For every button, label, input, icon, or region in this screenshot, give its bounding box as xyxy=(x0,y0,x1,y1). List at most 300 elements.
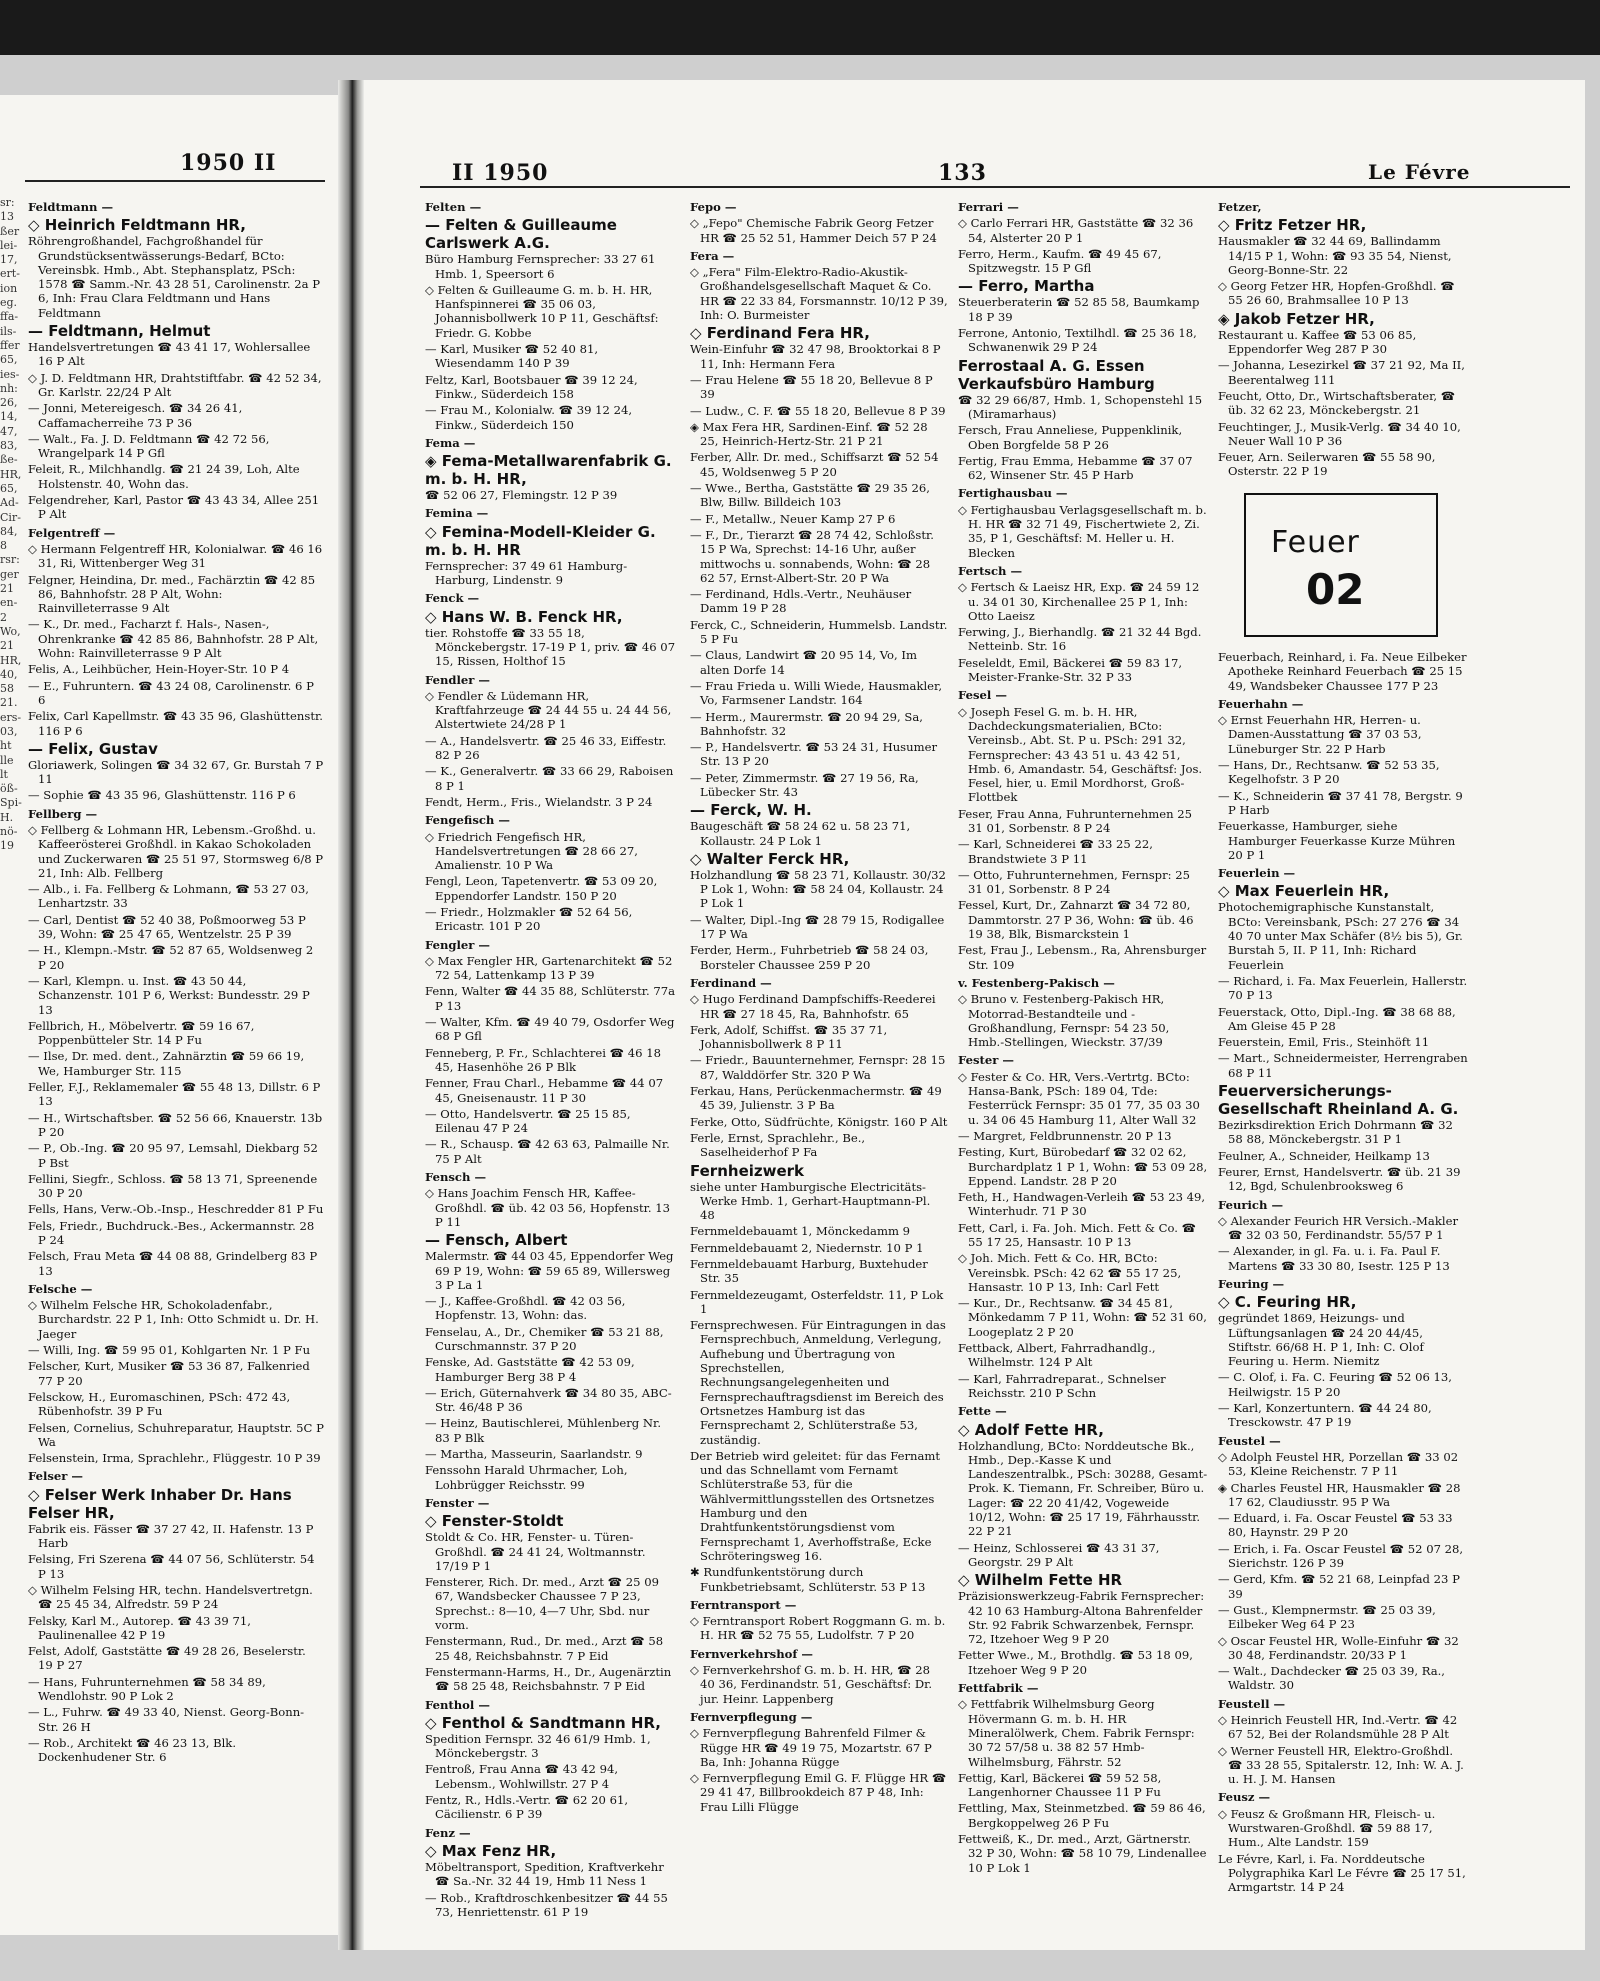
directory-entry: Ferro, Herm., Kaufm. ☎ 49 45 67, Spitzwegstr. 15 P Gfl xyxy=(958,246,1162,276)
margin-fragment: nö- xyxy=(0,825,18,839)
directory-entry: ☎ 32 29 66/87, Hmb. 1, Schopenstehl 15 (Miramarhaus) xyxy=(958,392,1203,421)
margin-fragment: Spi- xyxy=(0,796,22,810)
directory-entry: Malermstr. ☎ 44 03 45, Eppendorfer Weg 69 P 19, Wohn: ☎ 59 65 89, Willersweg 3 P La 1 xyxy=(425,1249,674,1292)
directory-entry: ◇ Carlo Ferrari HR, Gaststätte ☎ 32 36 54, Alsterter 20 P 1 xyxy=(958,216,1194,245)
section-heading: Fema — xyxy=(425,435,476,450)
directory-entry: Fett, Carl, i. Fa. Joh. Mich. Fett & Co. ☎ 55 17 25, Hansastr. 10 P 13 xyxy=(958,1220,1197,1249)
margin-fragment: 40, xyxy=(0,667,18,681)
feuer-02-advertisement xyxy=(1244,493,1438,637)
display-entry-name: Feuerversicherungs-Gesellschaft Rheinland A. G. xyxy=(1218,1082,1459,1119)
page-number: 133 xyxy=(938,160,987,186)
section-heading: v. Festenberg-Pakisch — xyxy=(958,975,1115,990)
directory-entry: Fettling, Max, Steinmetzbed. ☎ 59 86 46, Bergkoppelweg 26 P Fu xyxy=(958,1801,1206,1830)
directory-entry: Baugeschäft ☎ 58 24 62 u. 58 23 71, Kollaustr. 24 P Lok 1 xyxy=(690,819,911,848)
section-heading: Fester — xyxy=(958,1053,1014,1068)
margin-fragment: ffer xyxy=(0,338,20,352)
ad-number: 02 xyxy=(1306,565,1365,614)
directory-entry: Felst, Adolf, Gaststätte ☎ 49 28 26, Beselerstr. 19 P 27 xyxy=(28,1644,306,1673)
directory-column-4 xyxy=(958,196,1208,1931)
directory-entry: — P., Handelsvertr. ☎ 53 24 31, Husumer Str. 13 P 20 xyxy=(690,740,937,769)
margin-fragment: 47, xyxy=(0,424,18,438)
display-entry-name: — Ferck, W. H. xyxy=(690,801,812,820)
section-heading: Feuring — xyxy=(1218,1276,1285,1291)
margin-fragment: 84, xyxy=(0,524,18,538)
directory-entry: — Hans, Fuhrunternehmen ☎ 58 34 89, Wendlohstr. 90 P Lok 2 xyxy=(28,1674,266,1704)
directory-entry: Fernmeldebauamt 2, Niedernstr. 10 P 1 xyxy=(690,1240,924,1255)
margin-fragment: HR, xyxy=(0,467,22,481)
directory-column-5-bottom xyxy=(1218,650,1468,1935)
margin-fragment: 19 xyxy=(0,839,14,853)
section-heading: Fensch — xyxy=(425,1170,487,1185)
directory-entry: — Heinz, Bautischlerei, Mühlenberg Nr. 83 P Blk xyxy=(425,1416,662,1445)
directory-entry: — Willi, Ing. ☎ 59 95 01, Kohlgarten Nr. 1 P Fu xyxy=(28,1343,311,1358)
section-heading: Felten — xyxy=(425,200,482,214)
directory-entry: Präzisionswerkzeug-Fabrik Fernsprecher: 42 10 63 Hamburg-Altona Bahrenfelder Str. 92 Fabrik Schwarzenbek, Fernspr. 72, Itzehoer Weg 9 P 20 xyxy=(958,1589,1205,1647)
directory-entry: Felsenstein, Irma, Sprachlehr., Flüggestr. 10 P 39 xyxy=(28,1451,321,1466)
directory-entry: ◇ Georg Fetzer HR, Hopfen-Großhdl. ☎ 55 26 60, Brahmsallee 10 P 13 xyxy=(1218,279,1455,308)
directory-column-2 xyxy=(425,196,677,1931)
directory-entry: — Friedr., Bauunternehmer, Fernspr: 28 15 87, Walddörfer Str. 320 P Wa xyxy=(690,1053,946,1082)
section-heading: Fellberg — xyxy=(28,806,98,821)
margin-fragment: H. xyxy=(0,810,14,824)
directory-entry: Fersch, Frau Anneliese, Puppenklinik, Oben Borgfelde 58 P 26 xyxy=(958,423,1183,452)
margin-fragment: ers- xyxy=(0,710,22,724)
directory-entry: — Sophie ☎ 43 35 96, Glashüttenstr. 116 P 6 xyxy=(28,788,296,803)
directory-entry: Fenneberg, P. Fr., Schlachterei ☎ 46 18 45, Hasenhöhe 26 P Blk xyxy=(425,1045,661,1074)
directory-column-1 xyxy=(28,196,324,1931)
margin-fragment: 21. xyxy=(0,696,18,710)
directory-entry: Feulner, A., Schneider, Heilkamp 13 xyxy=(1218,1148,1430,1163)
directory-entry: Feleit, R., Milchhandlg. ☎ 21 24 39, Loh, Alte Holstenstr. 40, Wohn das. xyxy=(28,462,300,491)
directory-entry: Fensterer, Rich. Dr. med., Arzt ☎ 25 09 67, Wandsbecker Chaussee 7 P 23, Sprechst.: 8—10, 4—7 Uhr, Sbd. nur vorm. xyxy=(425,1575,659,1633)
directory-entry: — Rob., Kraftdroschkenbesitzer ☎ 44 55 73, Henriettenstr. 61 P 19 xyxy=(425,1890,668,1919)
display-entry-name: — Feldtmann, Helmut xyxy=(28,322,211,341)
display-entry-name: ◇ Wilhelm Fette HR xyxy=(958,1571,1123,1590)
section-heading: Fertsch — xyxy=(958,563,1023,578)
section-heading: Fengler — xyxy=(425,937,491,952)
directory-entry: — Peter, Zimmermstr. ☎ 27 19 56, Ra, Lübecker Str. 43 xyxy=(690,770,919,799)
margin-fragment: 65, xyxy=(0,481,18,495)
section-heading: Fenthol — xyxy=(425,1697,490,1712)
directory-entry: ◇ Fertighausbau Verlagsgesellschaft m. b. H. HR ☎ 32 71 49, Fischertwiete 2, Zi. 35, P 1, Geschäftsf: M. Heller u. H. Blecken xyxy=(958,502,1207,560)
display-entry-name: Ferrostaal A. G. Essen Verkaufsbüro Hamburg xyxy=(958,356,1155,393)
directory-entry: — Otto, Fuhrunternehmen, Fernspr: 25 31 01, Sorbenstr. 8 P 24 xyxy=(958,867,1190,897)
directory-entry: — H., Wirtschaftsber. ☎ 52 56 66, Knauerstr. 13b P 20 xyxy=(28,1110,323,1139)
directory-entry: Ferle, Ernst, Sprachlehr., Be., Saselheiderhof P Fa xyxy=(690,1130,866,1160)
directory-entry: Felis, A., Leihbücher, Hein-Hoyer-Str. 10 P 4 xyxy=(28,662,290,677)
directory-entry: — Frau Frieda u. Willi Wiede, Hausmakler, Vo, Farmsener Landstr. 164 xyxy=(690,678,942,708)
display-entry-name: ◇ Fenthol & Sandtmann HR, xyxy=(425,1713,661,1732)
directory-entry: Wein-Einfuhr ☎ 32 47 98, Brooktorkai 8 P 11, Inh: Hermann Fera xyxy=(690,342,941,371)
directory-entry: Fenstermann, Rud., Dr. med., Arzt ☎ 58 25 48, Reichsbahnstr. 7 P Eid xyxy=(425,1634,664,1663)
directory-entry: Felsch, Frau Meta ☎ 44 08 88, Grindelberg 83 P 13 xyxy=(28,1249,318,1278)
section-heading: Fesel — xyxy=(958,688,1007,703)
directory-entry: Feuchtinger, J., Musik-Verlg. ☎ 34 40 10, Neuer Wall 10 P 36 xyxy=(1218,419,1461,448)
directory-entry: ◇ Max Fengler HR, Gartenarchitekt ☎ 52 72 54, Lattenkamp 13 P 39 xyxy=(425,953,673,983)
directory-entry: ◇ Adolph Feustel HR, Porzellan ☎ 33 02 53, Kleine Reichenstr. 7 P 11 xyxy=(1218,1449,1459,1479)
directory-entry: Fenn, Walter ☎ 44 35 88, Schlüterstr. 77a P 13 xyxy=(425,984,676,1013)
directory-entry: Ferrone, Antonio, Textilhdl. ☎ 25 36 18, Schwanenwik 29 P 24 xyxy=(958,326,1197,355)
directory-entry: — Eduard, i. Fa. Oscar Feustel ☎ 53 33 80, Haynstr. 29 P 20 xyxy=(1218,1511,1453,1540)
right-page-header-year: II 1950 xyxy=(452,160,549,186)
directory-entry: Ferwing, J., Bierhandlg. ☎ 21 32 44 Bgd. Netteinb. Str. 16 xyxy=(958,625,1202,654)
left-margin-cut-fragments xyxy=(0,196,26,1931)
directory-entry: Fels, Friedr., Buchdruck.-Bes., Ackermannstr. 28 P 24 xyxy=(28,1218,315,1247)
right-page-header-keyword: Le Févre xyxy=(1368,160,1471,184)
section-heading: Feuerhahn — xyxy=(1218,696,1304,711)
directory-entry: Felsky, Karl M., Autorep. ☎ 43 39 71, Paulinenallee 42 P 19 xyxy=(28,1613,251,1642)
directory-entry: — K., Schneiderin ☎ 37 41 78, Bergstr. 9 P Harb xyxy=(1218,788,1463,817)
directory-entry: — F., Metallw., Neuer Kamp 27 P 6 xyxy=(690,511,896,526)
directory-entry: — J., Kaffee-Großhdl. ☎ 42 03 56, Hopfenstr. 13, Wohn: das. xyxy=(425,1294,626,1323)
book-gutter xyxy=(338,80,364,1950)
display-entry-name: ◇ Fritz Fetzer HR, xyxy=(1218,216,1367,235)
directory-entry: Gloriawerk, Solingen ☎ 34 32 67, Gr. Burstah 7 P 11 xyxy=(28,757,324,787)
directory-entry: Fenske, Ad. Gaststätte ☎ 42 53 09, Hamburger Berg 38 P 4 xyxy=(425,1355,635,1384)
directory-entry: Feuerkasse, Hamburger, siehe Hamburger Feuerkasse Kurze Mühren 20 P 1 xyxy=(1218,819,1456,862)
directory-entry: — Walt., Fa. J. D. Feldtmann ☎ 42 72 56, Wrangelpark 14 P Gfl xyxy=(28,431,270,461)
display-entry-name: — Felten & Guilleaume Carlswerk A.G. xyxy=(425,216,617,253)
directory-entry: ◇ Fellberg & Lohmann HR, Lebensm.-Großhd. u. Kaffeerösterei Großhdl. in Kakao Schokoladen und Zuckerwaren ☎ 25 51 97, Stormsweg 6/8 P 21, Inh: Alb. Fellberg xyxy=(28,822,324,880)
display-entry-name: ◇ Fenster-Stoldt xyxy=(425,1512,564,1531)
directory-entry: Feuerstein, Emil, Fris., Steinhöft 11 xyxy=(1218,1035,1430,1050)
directory-entry: — F., Dr., Tierarzt ☎ 28 74 42, Schloßstr. 15 P Wa, Sprechst: 14-16 Uhr, außer mittwochs u. sonnabends, Wohn: ☎ 28 62 57, Ernst-Albert-Str. 20 P Wa xyxy=(690,527,934,585)
directory-entry: ◇ Fendler & Lüdemann HR, Kraftfahrzeuge ☎ 24 44 55 u. 24 44 56, Alstertwiete 24/28 P 1 xyxy=(425,688,672,732)
directory-entry: ◇ Oscar Feustel HR, Wolle-Einfuhr ☎ 32 30 48, Ferdinandstr. 20/33 P 1 xyxy=(1218,1633,1459,1662)
section-heading: Fera — xyxy=(690,248,735,263)
directory-entry: ◇ Fernverkehrshof G. m. b. H. HR, ☎ 28 40 36, Ferdinandstr. 51, Geschäftsf: Dr. jur. Heinr. Lappenberg xyxy=(690,1663,933,1706)
margin-fragment: ße- xyxy=(0,453,18,467)
directory-entry: Fenstermann-Harms, H., Dr., Augenärztin ☎ 58 25 48, Reichsbahnstr. 7 P Eid xyxy=(425,1664,672,1694)
display-entry-name: ◇ Felser Werk Inhaber Dr. Hans Felser HR, xyxy=(28,1485,292,1522)
directory-entry: Ferder, Herm., Fuhrbetrieb ☎ 58 24 03, Borsteler Chaussee 259 P 20 xyxy=(690,943,929,972)
directory-entry: ◇ Wilhelm Felsing HR, techn. Handelsvertretgn. ☎ 25 45 34, Alfredstr. 59 P 24 xyxy=(28,1582,313,1612)
directory-entry: ◇ Fernverpflegung Emil G. F. Flügge HR ☎ 29 41 47, Billbrookdeich 87 P 48, Inh: Frau Lilli Flügge xyxy=(690,1771,947,1814)
margin-fragment: nh: xyxy=(0,381,18,395)
margin-fragment: ger xyxy=(0,567,19,581)
margin-fragment: ils- xyxy=(0,324,17,338)
directory-entry: Feuerstack, Otto, Dipl.-Ing. ☎ 38 68 88, Am Gleise 45 P 28 xyxy=(1218,1004,1456,1033)
directory-entry: — Erich, i. Fa. Oscar Feustel ☎ 52 07 28, Sierichstr. 126 P 39 xyxy=(1218,1541,1464,1571)
directory-entry: Feltz, Karl, Bootsbauer ☎ 39 12 24, Finkw., Süderdeich 158 xyxy=(425,372,638,401)
directory-entry: — Walter, Dipl.-Ing ☎ 28 79 15, Rodigallee 17 P Wa xyxy=(690,912,945,942)
section-heading: Fendler — xyxy=(425,672,491,687)
section-heading: Felgentreff — xyxy=(28,525,116,540)
directory-entry: — Frau Helene ☎ 55 18 20, Bellevue 8 P 39 xyxy=(690,372,933,402)
margin-fragment: 14, xyxy=(0,410,18,424)
margin-fragment: ies- xyxy=(0,367,20,381)
display-entry-name: ◇ C. Feuring HR, xyxy=(1218,1293,1357,1312)
directory-column-3 xyxy=(690,196,948,1931)
directory-entry: ◇ Ferntransport Robert Roggmann G. m. b. H. HR ☎ 52 75 55, Ludolfstr. 7 P 20 xyxy=(690,1614,946,1643)
directory-entry: Fettback, Albert, Fahrradhandlg., Wilhelmstr. 124 P Alt xyxy=(958,1341,1156,1370)
directory-entry: Felscher, Kurt, Musiker ☎ 53 36 87, Falkenried 77 P 20 xyxy=(28,1359,310,1388)
margin-fragment: öß- xyxy=(0,782,18,796)
section-heading: Fette — xyxy=(958,1404,1007,1419)
directory-entry: Fells, Hans, Verw.-Ob.-Insp., Heschredder 81 P Fu xyxy=(28,1202,324,1217)
directory-entry: ◇ Feusz & Großmann HR, Fleisch- u. Wurstwaren-Großhdl. ☎ 59 88 17, Hum., Alte Landstr. 159 xyxy=(1218,1806,1436,1850)
directory-entry: ◇ Hans Joachim Fensch HR, Kaffee-Großhdl. ☎ üb. 42 03 56, Hopfenstr. 13 P 11 xyxy=(425,1186,671,1229)
directory-entry: ◈ Max Fera HR, Sardinen-Einf. ☎ 52 28 25, Heinrich-Hertz-Str. 21 P 21 xyxy=(690,419,928,449)
section-heading: Feurich — xyxy=(1218,1197,1284,1212)
section-heading: Feustel — xyxy=(1218,1433,1281,1448)
directory-entry: ◇ Bruno v. Festenberg-Pakisch HR, Motorrad-Bestandteile und -Großhandlung, Fernspr: 54 23 50, Hmb.-Stellingen, Wieckstr. 37/39 xyxy=(958,992,1170,1050)
directory-entry: — Karl, Schneiderei ☎ 33 25 22, Brandstwiete 3 P 11 xyxy=(958,837,1153,866)
directory-entry: ◇ Fettfabrik Wilhelmsburg Georg Hövermann G. m. b. H. HR Mineralölwerk, Chem. Fabrik Fernspr: 30 72 57/58 u. 38 82 57 Hmb-Wilhelmsburg, Fährstr. 52 xyxy=(958,1697,1195,1769)
margin-fragment: lei- xyxy=(0,238,18,252)
directory-entry: — Frau M., Kolonialw. ☎ 39 12 24, Finkw., Süderdeich 150 xyxy=(425,403,633,432)
directory-entry: Restaurant u. Kaffee ☎ 53 06 85, Eppendorfer Weg 287 P 30 xyxy=(1218,327,1417,357)
margin-fragment: 21 xyxy=(0,639,14,653)
directory-entry: — Ferdinand, Hdls.-Vertr., Neuhäuser Damm 19 P 28 xyxy=(690,587,912,616)
directory-entry: — Kur., Dr., Rechtsanw. ☎ 34 45 81, Mönkedamm 7 P 11, Wohn: ☎ 52 31 60, Loogeplatz 2 P 20 xyxy=(958,1296,1207,1339)
margin-fragment: 83, xyxy=(0,439,18,453)
display-entry-name: ◇ Max Fenz HR, xyxy=(425,1841,557,1860)
directory-entry: — Margret, Feldbrunnenstr. 20 P 13 xyxy=(958,1128,1172,1143)
directory-entry: — Walter, Kfm. ☎ 49 40 79, Osdorfer Weg 68 P Gfl xyxy=(425,1015,675,1044)
directory-entry: — Ilse, Dr. med. dent., Zahnärztin ☎ 59 66 19, We, Hamburger Str. 115 xyxy=(28,1049,305,1078)
directory-entry: — Friedr., Holzmakler ☎ 52 64 56, Ericastr. 101 P 20 xyxy=(425,904,633,934)
display-entry-name: ◇ Heinrich Feldtmann HR, xyxy=(28,216,246,235)
directory-entry: Felix, Carl Kapellmstr. ☎ 43 35 96, Glashüttenstr. 116 P 6 xyxy=(28,709,323,738)
directory-entry: Handelsvertretungen ☎ 43 41 17, Wohlersallee 16 P Alt xyxy=(28,340,311,369)
display-entry-name: ◇ Max Feuerlein HR, xyxy=(1218,882,1390,901)
directory-entry: Fessel, Kurt, Dr., Zahnarzt ☎ 34 72 80, Dammtorstr. 27 P 36, Wohn: ☎ üb. 46 19 38, Blk, Bismarckstein 1 xyxy=(958,898,1194,942)
directory-entry: ◇ Joh. Mich. Fett & Co. HR, BCto: Vereinsbk. PSch: 42 62 ☎ 55 17 25, Hansastr. 10 P 13, Inh: Carl Fett xyxy=(958,1251,1182,1294)
left-header-rule xyxy=(25,180,325,182)
directory-entry: — Carl, Dentist ☎ 52 40 38, Poßmoorweg 53 P 39, Wohn: ☎ 25 47 65, Wentzelstr. 25 P 39 xyxy=(28,912,306,942)
directory-entry: Fest, Frau J., Lebensm., Ra, Ahrensburger Str. 109 xyxy=(958,943,1207,972)
display-entry-name: ◇ Hans W. B. Fenck HR, xyxy=(425,607,623,626)
section-heading: Fetzer, xyxy=(1218,200,1262,214)
directory-entry: Hausmakler ☎ 32 44 69, Ballindamm 14/15 P 1, Wohn: ☎ 93 35 54, Nienst, Georg-Bonne-Str. 22 xyxy=(1218,234,1452,277)
section-heading: Ferntransport — xyxy=(690,1597,797,1612)
directory-entry: — Richard, i. Fa. Max Feuerlein, Hallerstr. 70 P 13 xyxy=(1218,973,1468,1003)
directory-entry: — Karl, Klempn. u. Inst. ☎ 43 50 44, Schanzenstr. 101 P 6, Werkst: Bundesstr. 29 P 13 xyxy=(28,973,310,1017)
section-heading: Fengefisch — xyxy=(425,813,510,828)
directory-entry: Festing, Kurt, Bürobedarf ☎ 32 02 62, Burchardplatz 1 P 1, Wohn: ☎ 53 09 28, Eppend. Landstr. 28 P 20 xyxy=(958,1145,1208,1188)
directory-entry: — Martha, Masseurin, Saarlandstr. 9 xyxy=(425,1447,643,1462)
directory-entry: — Karl, Fahrradreparat., Schnelser Reichsstr. 210 P Schn xyxy=(958,1371,1166,1400)
directory-entry: Der Betrieb wird geleitet: für das Fernamt und das Schnellamt vom Fernamt Schlüterstraße 53, für die Wählvermittlungsstellen des Ortsnetzes Hamburg und den Drahtfunkentstörungsdienst vom Fernsprechamt 1, Averhoffstraße, Ecke Schröteringsweg 16. xyxy=(690,1448,941,1563)
directory-entry: Steuerberaterin ☎ 52 85 58, Baumkamp 18 P 39 xyxy=(958,295,1200,324)
directory-entry: Feser, Frau Anna, Fuhrunternehmen 25 31 01, Sorbenstr. 8 P 24 xyxy=(958,806,1193,835)
directory-entry: — A., Handelsvertr. ☎ 25 46 33, Eiffestr. 82 P 26 xyxy=(425,733,667,763)
margin-fragment: ffa- xyxy=(0,310,19,324)
margin-fragment: Cir- xyxy=(0,510,21,524)
directory-entry: Felsckow, H., Euromaschinen, PSch: 472 43, Rübenhofstr. 39 P Fu xyxy=(28,1389,291,1419)
directory-entry: — Wwe., Bertha, Gaststätte ☎ 29 35 26, Blw, Billw. Billdeich 103 xyxy=(690,481,930,510)
directory-entry: Le Févre, Karl, i. Fa. Norddeutsche Polygraphika Karl Le Févre ☎ 25 17 51, Armgartstr. 14 P 24 xyxy=(1218,1851,1466,1895)
directory-entry: ◇ Felten & Guilleaume G. m. b. H. HR, Hanfspinnerei ☎ 35 06 03, Johannisbollwerk 10 P 11, Geschäftsf: Friedr. G. Kobbe xyxy=(425,282,659,340)
directory-entry: — Walt., Dachdecker ☎ 25 03 39, Ra., Waldstr. 30 xyxy=(1218,1664,1445,1693)
directory-entry: — K., Dr. med., Facharzt f. Hals-, Nasen-, Ohrenkranke ☎ 42 85 86, Bahnhofstr. 28 P Alt, Wohn: Rainvilleterrasse 9 P Alt xyxy=(28,617,319,661)
margin-fragment: 13 xyxy=(0,210,14,224)
directory-entry: ◇ Wilhelm Felsche HR, Schokoladenfabr., Burchardstr. 22 P 1, Inh: Otto Schmidt u. Dr. H. Jaeger xyxy=(28,1298,319,1341)
directory-entry: Felgendreher, Karl, Pastor ☎ 43 43 34, Allee 251 P Alt xyxy=(28,493,320,522)
display-entry-name: ◇ Ferdinand Fera HR, xyxy=(690,324,870,343)
directory-entry: ◇ Fertsch & Laeisz HR, Exp. ☎ 24 59 12 u. 34 01 30, Kirchenallee 25 P 1, Inh: Otto Laeisz xyxy=(958,580,1200,623)
directory-entry: Fettig, Karl, Bäckerei ☎ 59 52 58, Langenhorner Chaussee 11 P Fu xyxy=(958,1770,1162,1800)
directory-entry: — Jonni, Metereigesch. ☎ 34 26 41, Caffamacherreihe 73 P 36 xyxy=(28,401,243,430)
directory-entry: Fentroß, Frau Anna ☎ 43 42 94, Lebensm., Wohlwillstr. 27 P 4 xyxy=(425,1762,619,1791)
directory-entry: Feseleldt, Emil, Bäckerei ☎ 59 83 17, Meister-Franke-Str. 32 P 33 xyxy=(958,655,1183,685)
directory-entry: Ferke, Otto, Südfrüchte, Königstr. 160 P Alt xyxy=(690,1114,948,1129)
directory-entry: Fenner, Frau Charl., Hebamme ☎ 44 07 45, Gneisenaustr. 11 P 30 xyxy=(425,1076,664,1105)
section-heading: Fettfabrik — xyxy=(958,1681,1039,1696)
directory-entry: ◇ Fester & Co. HR, Vers.-Vertrtg. BCto: Hansa-Bank, PSch: 189 04, Tde: Festerrück Fernspr: 35 01 77, 35 03 30 u. 34 06 45 Hamburg 11, Alter Wall 32 xyxy=(958,1069,1200,1127)
margin-fragment: ert- xyxy=(0,267,20,281)
directory-entry: Fernmeldezeugamt, Osterfeldstr. 11, P Lok 1 xyxy=(690,1287,944,1316)
directory-entry: Röhrengroßhandel, Fachgroßhandel für Grundstücksentwässerungs-Bedarf, BCto: Vereinsbk. Hmb., Abt. Stephansplatz, PSch: 1578 ☎ Samm.-Nr. 43 28 51, Carolinenstr. 2a P 6, Inh: Frau Clara Feldtmann und Hans Feldtmann xyxy=(28,234,321,320)
directory-entry: Fabrik eis. Fässer ☎ 37 27 42, II. Hafenstr. 13 P Harb xyxy=(28,1521,314,1551)
directory-entry: — Claus, Landwirt ☎ 20 95 14, Vo, Im alten Dorfe 14 xyxy=(690,648,917,677)
directory-entry: Feuer, Arn. Seilerwaren ☎ 55 58 90, Osterstr. 22 P 19 xyxy=(1218,450,1436,479)
section-heading: Fenz — xyxy=(425,1825,471,1840)
margin-fragment: eg. xyxy=(0,296,18,310)
directory-entry: ◇ Heinrich Feustell HR, Ind.-Vertr. ☎ 42 67 52, Bei der Rolandsmühle 28 P Alt xyxy=(1218,1713,1458,1742)
margin-fragment: en- xyxy=(0,596,18,610)
display-entry-name: — Ferro, Martha xyxy=(958,277,1095,296)
margin-fragment: 26, xyxy=(0,396,18,410)
margin-fragment: HR, xyxy=(0,653,22,667)
margin-fragment: sr: xyxy=(0,196,15,209)
directory-entry: — Johanna, Lesezirkel ☎ 37 21 92, Ma II, Beerentalweg 111 xyxy=(1218,358,1465,387)
directory-entry: — Gerd, Kfm. ☎ 52 21 68, Leinpfad 23 P 39 xyxy=(1218,1572,1460,1601)
directory-entry: — Heinz, Schlosserei ☎ 43 31 37, Georgstr. 29 P Alt xyxy=(958,1540,1160,1569)
directory-entry: — K., Generalvertr. ☎ 33 66 29, Raboisen 8 P 1 xyxy=(425,764,674,793)
margin-fragment: rsr: xyxy=(0,553,20,567)
section-heading: Feldtmann — xyxy=(28,200,114,214)
directory-entry: ◇ Ernst Feuerhahn HR, Herren- u. Damen-Ausstattung ☎ 37 03 53, Lüneburger Str. 22 P Harb xyxy=(1218,713,1422,756)
directory-entry: ✱ Rundfunkentstörung durch Funkbetriebsamt, Schlüterstr. 53 P 13 xyxy=(690,1565,926,1594)
right-header-rule xyxy=(420,186,1570,188)
directory-entry: — Erich, Güternahverk ☎ 34 80 35, ABC-Str. 46/48 P 36 xyxy=(425,1385,672,1415)
directory-entry: — R., Schausp. ☎ 42 63 63, Palmaille Nr. 75 P Alt xyxy=(425,1137,670,1166)
margin-fragment: 2 xyxy=(0,610,7,624)
section-heading: Fenck — xyxy=(425,591,480,606)
directory-entry: ◇ Werner Feustell HR, Elektro-Großhdl. ☎ 33 28 55, Spitalerstr. 12, Inh: W. A. J. u. H. J. M. Hansen xyxy=(1218,1743,1464,1787)
directory-entry: Fendt, Herm., Fris., Wielandstr. 3 P 24 xyxy=(425,794,653,809)
directory-entry: Feller, F.J., Reklamemaler ☎ 55 48 13, Dillstr. 6 P 13 xyxy=(28,1080,321,1109)
section-heading: Fernverkehrshof — xyxy=(690,1646,813,1661)
margin-fragment: 65, xyxy=(0,353,18,367)
section-heading: Felser — xyxy=(28,1469,84,1484)
margin-fragment: 58 xyxy=(0,682,14,696)
directory-entry: — E., Fuhruntern. ☎ 43 24 08, Carolinenstr. 6 P 6 xyxy=(28,678,314,707)
section-heading: Feuerlein — xyxy=(1218,866,1296,881)
display-entry-name: ◈ Jakob Fetzer HR, xyxy=(1218,309,1375,328)
directory-entry: Fenselau, A., Dr., Chemiker ☎ 53 21 88, Curschmannstr. 37 P 20 xyxy=(425,1324,664,1353)
directory-entry: ◇ J. D. Feldtmann HR, Drahtstiftfabr. ☎ 42 52 34, Gr. Karlstr. 22/24 P Alt xyxy=(28,370,322,399)
directory-entry: — Karl, Konzertuntern. ☎ 44 24 80, Tresckowstr. 47 P 19 xyxy=(1218,1401,1432,1430)
directory-entry: Felgner, Heindina, Dr. med., Fachärztin ☎ 42 85 86, Bahnhofstr. 28 P Alt, Wohn: Rainvilleterrasse 9 Alt xyxy=(28,572,316,616)
directory-entry: Büro Hamburg Fernsprecher: 33 27 61 Hmb. 1, Speersort 6 xyxy=(425,252,656,281)
margin-fragment: 03, xyxy=(0,724,18,738)
section-heading: Feustell — xyxy=(1218,1696,1286,1711)
directory-entry: tier. Rohstoffe ☎ 33 55 18, Mönckebergstr. 17-19 P 1, priv. ☎ 46 07 15, Rissen, Holthof 15 xyxy=(425,625,676,669)
directory-entry: ◇ Hermann Felgentreff HR, Kolonialwar. ☎ 46 16 31, Ri, Wittenberger Weg 31 xyxy=(28,541,323,571)
margin-fragment: ht xyxy=(0,739,12,753)
section-heading: Fertighausbau — xyxy=(958,486,1068,501)
directory-entry: Fellbrich, H., Möbelvertr. ☎ 59 16 67, Poppenbütteler Str. 14 P Fu xyxy=(28,1018,255,1048)
directory-entry: Ferck, C., Schneiderin, Hummelsb. Landstr. 5 P Fu xyxy=(690,617,948,647)
directory-entry: Bezirksdirektion Erich Dohrmann ☎ 32 58 88, Mönckebergstr. 31 P 1 xyxy=(1218,1118,1453,1147)
directory-entry: ◇ „Fera" Film-Elektro-Radio-Akustik-Großhandelsgesellschaft Maquet & Co. HR ☎ 22 33 84, Forsmannstr. 10/12 P 39, Inh: O. Burmeister xyxy=(690,265,948,323)
directory-entry: Fetter Wwe., M., Brothdlg. ☎ 53 18 09, Itzehoer Weg 9 P 20 xyxy=(958,1648,1193,1677)
directory-entry: siehe unter Hamburgische Electricitäts-Werke Hmb. 1, Gerhart-Hauptmann-Pl. 48 xyxy=(690,1179,931,1223)
directory-entry: Fernmeldebauamt 1, Mönckedamm 9 xyxy=(690,1224,911,1239)
display-entry-name: ◈ Fema-Metallwarenfabrik G. m. b. H. HR, xyxy=(425,452,672,489)
directory-entry: Ferber, Allr. Dr. med., Schiffsarzt ☎ 52 54 45, Woldsenweg 5 P 20 xyxy=(690,450,939,479)
directory-entry: — L., Fuhrw. ☎ 49 33 40, Nienst. Georg-Bonn-Str. 26 H xyxy=(28,1705,305,1734)
directory-entry: Feth, H., Handwagen-Verleih ☎ 53 23 49, Winterhudr. 71 P 30 xyxy=(958,1190,1206,1219)
directory-entry: Fernsprecher: 37 49 61 Hamburg-Harburg, Lindenstr. 9 xyxy=(425,558,628,588)
section-heading: Fepo — xyxy=(690,200,737,214)
directory-entry: — H., Klempn.-Mstr. ☎ 52 87 65, Woldsenweg 2 P 20 xyxy=(28,943,314,972)
directory-entry: — Gust., Klempnermstr. ☎ 25 03 39, Eilbeker Weg 64 P 23 xyxy=(1218,1602,1436,1632)
display-entry-name: ◇ Adolf Fette HR, xyxy=(958,1420,1104,1439)
directory-entry: Fernsprechwesen. Für Eintragungen in das Fernsprechbuch, Anmeldung, Verlegung, Aufhebung und Übertragung von Sprechstellen, Rechnungsangelegenheiten und Fernsprechauftragsdienst im Bereich des Ortsnetzes Hamburg ist das Fernsprechamt 2, Schlüterstraße 53, zuständig. xyxy=(690,1318,946,1447)
directory-entry: — P., Ob.-Ing. ☎ 20 95 97, Lemsahl, Diekbarg 52 P Bst xyxy=(28,1141,318,1170)
directory-column-5-top xyxy=(1218,196,1468,486)
directory-entry: Photochemigraphische Kunstanstalt, BCto: Vereinsbank, PSch: 27 276 ☎ 34 40 70 unter Max Schäfer (8½ bis 5), Gr. Burstah 5, II. P 11, Inh: Richard Feuerlein xyxy=(1218,900,1463,972)
directory-entry: ☎ 52 06 27, Flemingstr. 12 P 39 xyxy=(425,488,618,503)
directory-entry: — Alexander, in gl. Fa. u. i. Fa. Paul F. Martens ☎ 33 30 80, Isestr. 125 P 13 xyxy=(1218,1244,1450,1273)
directory-entry: ◇ Friedrich Fengefisch HR, Handelsvertretungen ☎ 28 66 27, Amalienstr. 10 P Wa xyxy=(425,829,638,873)
directory-entry: Fengl, Leon, Tapetenvertr. ☎ 53 09 20, Eppendorfer Landstr. 150 P 20 xyxy=(425,874,658,903)
directory-entry: ◇ „Fepo" Chemische Fabrik Georg Fetzer HR ☎ 25 52 51, Hammer Deich 57 P 24 xyxy=(690,216,937,245)
directory-entry: Fenssohn Harald Uhrmacher, Loh, Lohbrügger Reichsstr. 99 xyxy=(425,1463,628,1492)
section-heading: Fenster — xyxy=(425,1495,490,1510)
section-heading: Felsche — xyxy=(28,1281,93,1296)
directory-entry: Fellini, Siegfr., Schloss. ☎ 58 13 71, Spreenende 30 P 20 xyxy=(28,1171,318,1201)
directory-entry: Spedition Fernspr. 32 46 61/9 Hmb. 1, Mönckebergstr. 3 xyxy=(425,1731,651,1761)
directory-entry: Holzhandlung ☎ 58 23 71, Kollaustr. 30/32 P Lok 1, Wohn: ☎ 58 24 04, Kollaustr. 24 P Lok 1 xyxy=(690,867,946,911)
directory-entry: Felsing, Fri Szerena ☎ 44 07 56, Schlüterstr. 54 P 13 xyxy=(28,1552,315,1581)
margin-fragment: lle xyxy=(0,753,14,767)
margin-fragment: ßer xyxy=(0,224,20,238)
section-heading: Feusz — xyxy=(1218,1790,1271,1805)
directory-entry: — Herm., Maurermstr. ☎ 20 94 29, Sa, Bahnhofstr. 32 xyxy=(690,709,923,738)
margin-fragment: Ad- xyxy=(0,496,19,510)
directory-entry: ◇ Alexander Feurich HR Versich.-Makler ☎ 32 03 50, Ferdinandstr. 55/57 P 1 xyxy=(1218,1213,1458,1243)
directory-entry: ◈ Charles Feustel HR, Hausmakler ☎ 28 17 62, Claudiusstr. 95 P Wa xyxy=(1218,1480,1461,1509)
directory-entry: — C. Olof, i. Fa. C. Feuring ☎ 52 06 13, Heilwigstr. 15 P 20 xyxy=(1218,1370,1452,1399)
directory-entry: Möbeltransport, Spedition, Kraftverkehr ☎ Sa.-Nr. 32 44 19, Hmb 11 Ness 1 xyxy=(425,1859,664,1889)
directory-entry: Fentz, R., Hdls.-Vertr. ☎ 62 20 61, Cäcilienstr. 6 P 39 xyxy=(425,1793,629,1822)
directory-entry: ◇ Hugo Ferdinand Dampfschiffs-Reederei HR ☎ 27 18 45, Ra, Bahnhofstr. 65 xyxy=(690,992,936,1021)
directory-entry: Fettweiß, K., Dr. med., Arzt, Gärtnerstr. 32 P 30, Wohn: ☎ 58 10 79, Lindenallee 10 P Lok 1 xyxy=(958,1831,1207,1875)
directory-entry: Holzhandlung, BCto: Norddeutsche Bk., Hmb., Dep.-Kasse K und Landeszentralbk., PSch: 30288, Gesamt-Prok. K. Tiemann, Fr. Schreiber, Büro u. Lager: ☎ 22 20 41/42, Vogeweide 10/12, Wohn: ☎ 25 17 19, Fährhausstr. 22 P 21 xyxy=(958,1438,1208,1539)
display-entry-name: ◇ Walter Ferck HR, xyxy=(690,849,850,868)
display-entry-name: — Felix, Gustav xyxy=(28,739,158,758)
directory-entry: — Ludw., C. F. ☎ 55 18 20, Bellevue 8 P 39 xyxy=(690,403,946,418)
directory-entry: Feurer, Ernst, Handelsvertr. ☎ üb. 21 39 12, Bgd, Schulenbrooksweg 6 xyxy=(1218,1164,1461,1194)
margin-fragment: lt xyxy=(0,767,8,781)
directory-entry: Feuerbach, Reinhard, i. Fa. Neue Eilbeker Apotheke Reinhard Feuerbach ☎ 25 15 49, Wandsbeker Chaussee 177 P 23 xyxy=(1218,650,1467,693)
section-heading: Ferdinand — xyxy=(690,975,772,990)
directory-entry: Stoldt & Co. HR, Fenster- u. Türen-Großhdl. ☎ 24 41 24, Woltmannstr. 17/19 P 1 xyxy=(425,1530,646,1573)
directory-entry: ◇ Fernverpflegung Bahrenfeld Filmer & Rügge HR ☎ 49 19 75, Mozartstr. 67 P Ba, Inh: Johanna Rügge xyxy=(690,1726,932,1769)
margin-fragment: ion xyxy=(0,281,18,295)
left-page-header: 1950 II xyxy=(180,150,277,176)
directory-entry: ◇ Joseph Fesel G. m. b. H. HR, Dachdeckungsmaterialien, BCto: Vereinsb., Abt. St. P u. PSch: 291 32, Fernsprecher: 43 43 51 u. 43 42 51, Hmb. 6, Amandastr. 54, Geschäftsf: Jos. Fesel, hier, u. Emil Mordhorst, Groß-Flottbek xyxy=(958,704,1203,805)
margin-fragment: 17, xyxy=(0,253,18,267)
directory-entry: Ferkau, Hans, Perückenmachermstr. ☎ 49 45 39, Julienstr. 3 P Ba xyxy=(690,1084,942,1113)
section-heading: Ferrari — xyxy=(958,200,1019,214)
section-heading: Fernverpflegung — xyxy=(690,1709,813,1724)
